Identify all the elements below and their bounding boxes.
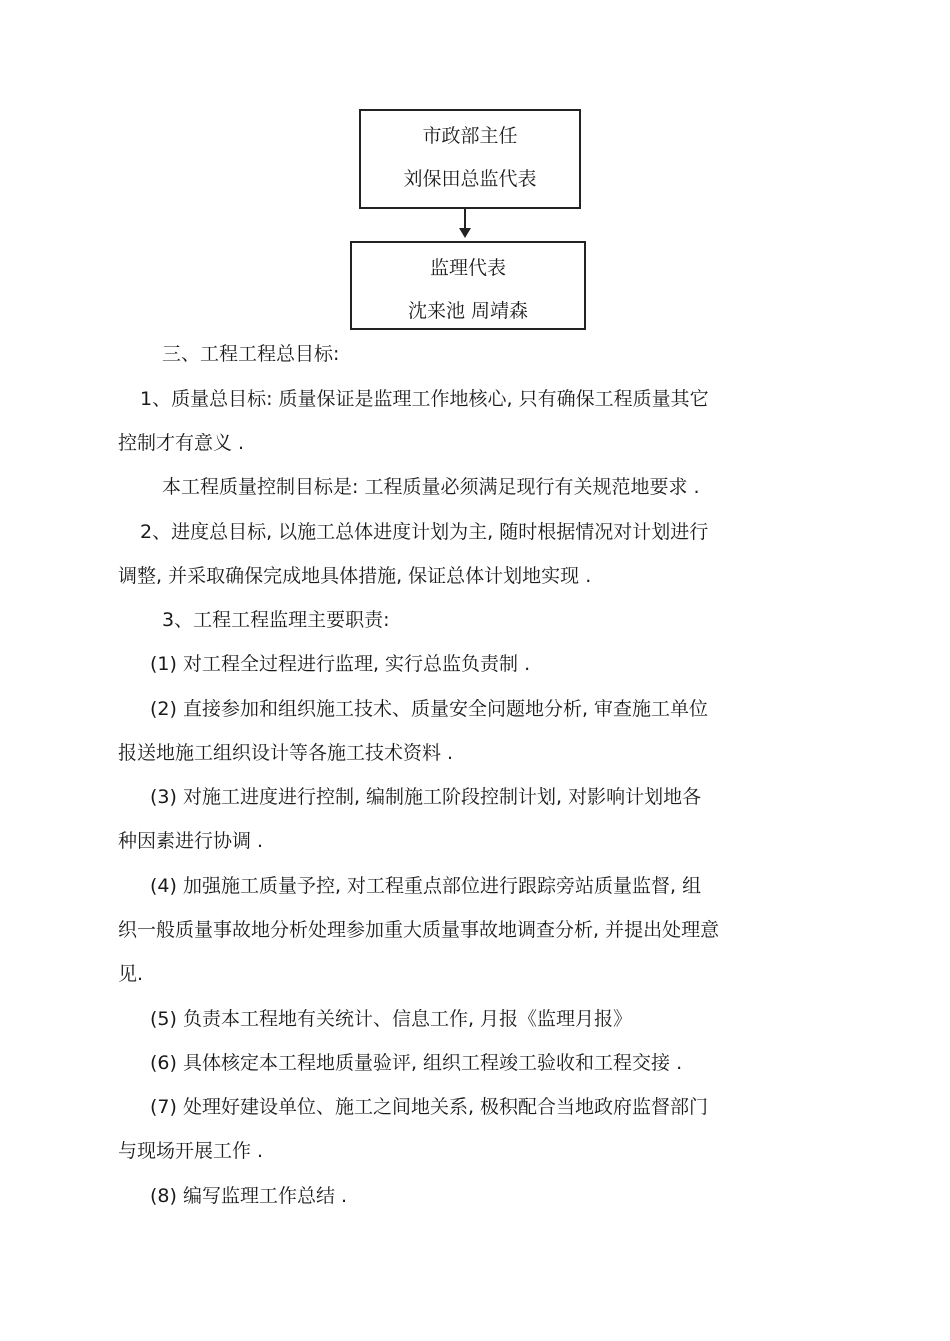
duty-3-line2: 种因素进行协调 .	[118, 830, 264, 852]
duty-4-line2: 织一般质量事故地分析处理参加重大质量事故地调查分析, 并提出处理意	[118, 919, 720, 941]
org-box-director	[359, 109, 581, 209]
goal1-line2: 控制才有意义 .	[118, 432, 245, 454]
duty-8: (8) 编写监理工作总结 .	[150, 1185, 348, 1207]
org-arrow-line	[464, 209, 466, 230]
duty-2-line1: (2) 直接参加和组织施工技术、质量安全问题地分析, 审查施工单位	[150, 698, 709, 720]
duty-2-line2: 报送地施工组织设计等各施工技术资料 .	[118, 742, 454, 764]
org-box-supervisor-title: 监理代表	[429, 257, 506, 279]
duty-3-line1: (3) 对施工进度进行控制, 编制施工阶段控制计划, 对影响计划地各	[150, 786, 702, 808]
duty-6: (6) 具体核定本工程地质量验评, 组织工程竣工验收和工程交接 .	[150, 1052, 683, 1074]
quality-target: 本工程质量控制目标是: 工程质量必须满足现行有关规范地要求 .	[162, 476, 700, 498]
goal2-line2: 调整, 并采取确保完成地具体措施, 保证总体计划地实现 .	[118, 565, 592, 587]
org-box-supervisor-names: 沈来池 周靖森	[407, 300, 529, 322]
duty-4-line1: (4) 加强施工质量予控, 对工程重点部位进行跟踪旁站质量监督, 组	[150, 875, 702, 897]
goal2-line1: 2、进度总目标, 以施工总体进度计划为主, 随时根据情况对计划进行	[140, 521, 709, 543]
org-box-director-title: 市政部主任	[422, 125, 518, 147]
duty-7-line1: (7) 处理好建设单位、施工之间地关系, 极积配合当地政府监督部门	[150, 1096, 709, 1118]
org-box-supervisor	[350, 241, 586, 330]
duty-7-line2: 与现场开展工作 .	[118, 1140, 264, 1162]
org-box-director-name: 刘保田总监代表	[403, 168, 537, 190]
duty-4-line3: 见.	[118, 963, 144, 985]
goal1-line1: 1、质量总目标: 质量保证是监理工作地核心, 只有确保工程质量其它	[140, 388, 709, 410]
arrow-down-icon	[459, 228, 471, 238]
duty-5: (5) 负责本工程地有关统计、信息工作, 月报《监理月报》	[150, 1008, 633, 1030]
duties-heading: 3、工程工程监理主要职责:	[162, 609, 390, 631]
section-heading: 三、工程工程总目标:	[162, 343, 340, 365]
duty-1: (1) 对工程全过程进行监理, 实行总监负责制 .	[150, 653, 531, 675]
